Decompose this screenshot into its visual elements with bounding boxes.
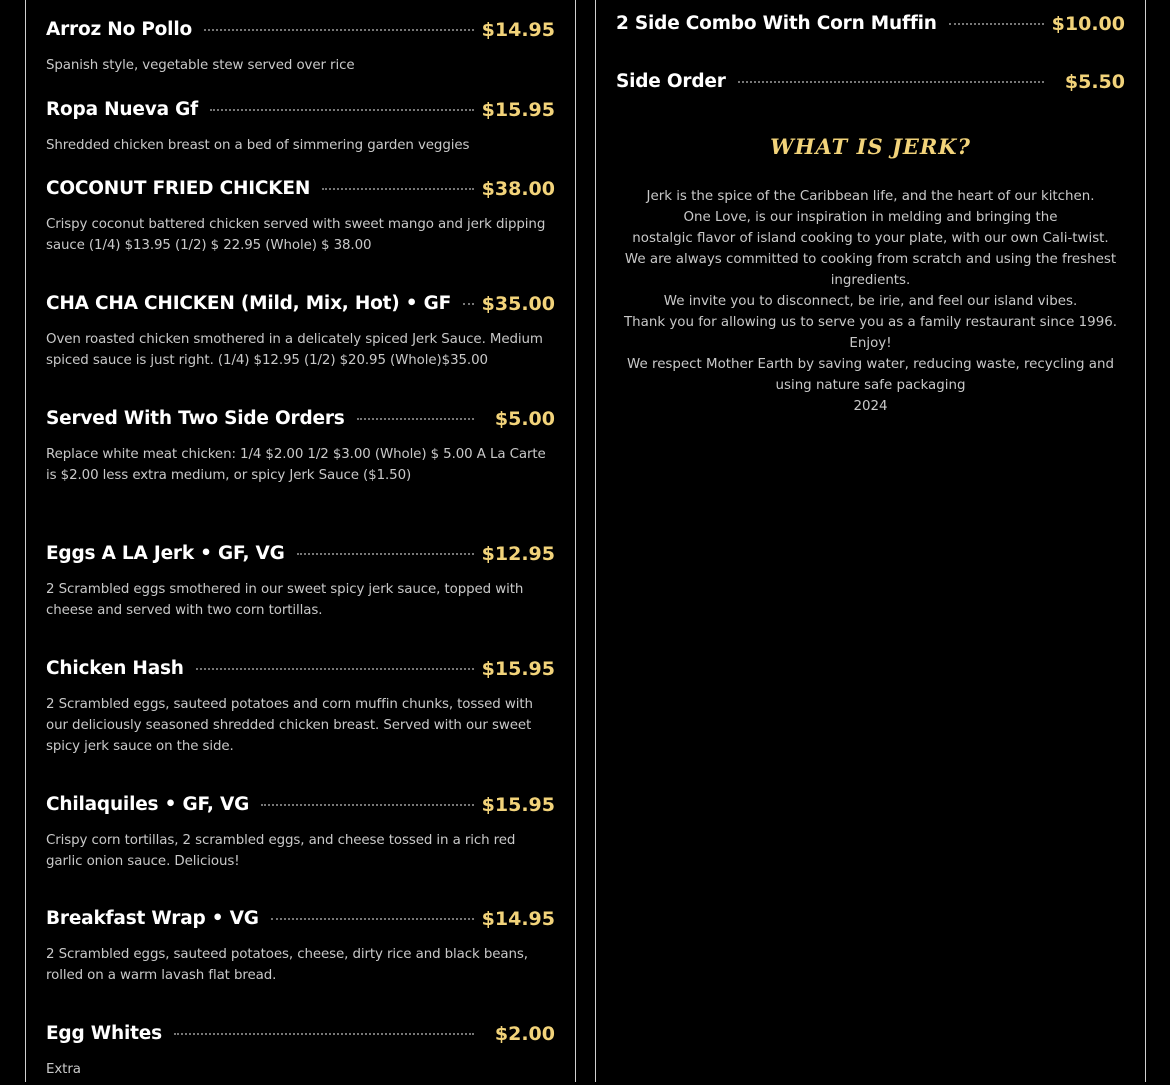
dotted-leader — [357, 418, 474, 420]
menu-item-name: Eggs A LA Jerk • GF, VG — [46, 543, 285, 564]
menu-item-cha-cha-chicken — [46, 289, 555, 371]
left-menu-column — [25, 0, 576, 1082]
menu-item-description: Crispy coconut battered chicken served with sweet mango and jerk dipping sauce (1/4) $13.95 (1/2) $ 22.95 (Whole) $ 38.00 — [46, 217, 546, 253]
menu-item-price: $14.95 — [481, 908, 555, 930]
menu-item-breakfast-wrap — [46, 904, 555, 986]
jerk-text-line: We are always committed to cooking from scratch and using the freshest ingredients. — [624, 252, 1117, 288]
dotted-leader — [210, 109, 474, 111]
menu-item-name: Egg Whites — [46, 1023, 162, 1044]
menu-item-row — [616, 67, 1125, 97]
menu-item-price: $5.50 — [1064, 71, 1125, 93]
dotted-leader — [271, 918, 474, 920]
menu-item-chilaquiles — [46, 790, 555, 872]
jerk-text-line: nostalgic flavor of island cooking to your plate, with our own Cali-twist. — [632, 231, 1109, 246]
menu-item-description: 2 Scrambled eggs smothered in our sweet spicy jerk sauce, topped with cheese and served with two corn tortillas. — [46, 582, 524, 618]
what-is-jerk-text — [610, 186, 1131, 417]
menu-item-price: $14.95 — [481, 19, 555, 41]
menu-item-row — [46, 404, 555, 434]
what-is-jerk-heading: WHAT IS JERK? — [770, 134, 971, 159]
menu-item-price: $15.95 — [481, 794, 555, 816]
menu-item-description: Spanish style, vegetable stew served over rice — [46, 58, 355, 73]
menu-item-name: COCONUT FRIED CHICKEN — [46, 178, 311, 199]
menu-item-row — [46, 790, 555, 820]
jerk-text-line: We invite you to disconnect, be irie, and feel our island vibes. — [663, 294, 1078, 309]
menu-item-price: $10.00 — [1051, 13, 1125, 35]
menu-item-price: $2.00 — [494, 1023, 555, 1045]
menu-item-description: Replace white meat chicken: 1/4 $2.00 1/2 $3.00 (Whole) $ 5.00 A La Carte is $2.00 less extra medium, or spicy Jerk Sauce ($1.50) — [46, 447, 546, 483]
right-menu-column — [595, 0, 1146, 1082]
menu-item-price: $5.00 — [494, 408, 555, 430]
menu-item-arroz-no-pollo — [46, 15, 555, 76]
menu-item-row — [46, 654, 555, 684]
menu-item-name: Chicken Hash — [46, 658, 184, 679]
menu-item-description: Shredded chicken breast on a bed of simmering garden veggies — [46, 138, 470, 153]
menu-item-row — [46, 1019, 555, 1049]
menu-item-coconut-fried-chicken — [46, 174, 555, 256]
menu-item-name: Ropa Nueva Gf — [46, 99, 198, 120]
menu-item-description: 2 Scrambled eggs, sauteed potatoes and corn muffin chunks, tossed with our deliciously seasoned shredded chicken breast. Served with our sweet spicy jerk sauce on the side. — [46, 697, 533, 754]
jerk-text-line: Thank you for allowing us to serve you as a family restaurant since 1996. Enjoy! — [623, 315, 1117, 351]
menu-item-name: Chilaquiles • GF, VG — [46, 794, 250, 815]
menu-item-description: 2 Scrambled eggs, sauteed potatoes, cheese, dirty rice and black beans, rolled on a warm lavash flat bread. — [46, 947, 528, 983]
dotted-leader — [261, 804, 474, 806]
menu-item-side-order — [616, 67, 1125, 97]
menu-item-chicken-hash — [46, 654, 555, 757]
menu-item-eggs-a-la-jerk — [46, 539, 555, 621]
menu-item-price: $12.95 — [481, 543, 555, 565]
menu-item-name: CHA CHA CHICKEN (Mild, Mix, Hot) • GF — [46, 293, 452, 314]
menu-item-name: Side Order — [616, 71, 726, 92]
menu-item-price: $38.00 — [481, 178, 555, 200]
menu-item-row — [46, 15, 555, 45]
jerk-text-line: We respect Mother Earth by saving water, reducing waste, recycling and using nature safe packaging — [627, 357, 1114, 393]
dotted-leader — [463, 303, 474, 305]
menu-item-price: $15.95 — [481, 99, 555, 121]
menu-item-row — [46, 174, 555, 204]
jerk-text-line: Jerk is the spice of the Caribbean life, and the heart of our kitchen. — [646, 189, 1095, 204]
menu-item-row — [46, 289, 555, 319]
menu-item-description: Crispy corn tortillas, 2 scrambled eggs, and cheese tossed in a rich red garlic onion sauce. Delicious! — [46, 833, 516, 869]
menu-item-row — [46, 95, 555, 125]
menu-item-price: $35.00 — [481, 293, 555, 315]
menu-item-description: Extra — [46, 1062, 81, 1077]
menu-item-row — [616, 9, 1125, 39]
menu-item-description: Oven roasted chicken smothered in a delicately spiced Jerk Sauce. Medium spiced sauce is just right. (1/4) $12.95 (1/2) $20.95 (Whole)$35.00 — [46, 332, 543, 368]
dotted-leader — [204, 29, 474, 31]
dotted-leader — [196, 668, 474, 670]
menu-item-ropa-nueva — [46, 95, 555, 156]
menu-item-name: Served With Two Side Orders — [46, 408, 345, 429]
menu-item-name: 2 Side Combo With Corn Muffin — [616, 13, 937, 34]
menu-item-side-combo — [616, 9, 1125, 39]
dotted-leader — [949, 23, 1044, 25]
menu-item-row — [46, 904, 555, 934]
menu-item-two-side-orders — [46, 404, 555, 486]
menu-item-name: Breakfast Wrap • VG — [46, 908, 259, 929]
dotted-leader — [297, 553, 474, 555]
menu-item-row — [46, 539, 555, 569]
jerk-text-line: 2024 — [853, 399, 888, 414]
dotted-leader — [174, 1033, 474, 1035]
menu-item-egg-whites — [46, 1019, 555, 1080]
menu-item-price: $15.95 — [481, 658, 555, 680]
jerk-text-line: One Love, is our inspiration in melding and bringing the — [683, 210, 1058, 225]
menu-item-name: Arroz No Pollo — [46, 19, 192, 40]
dotted-leader — [322, 188, 474, 190]
dotted-leader — [738, 81, 1044, 83]
